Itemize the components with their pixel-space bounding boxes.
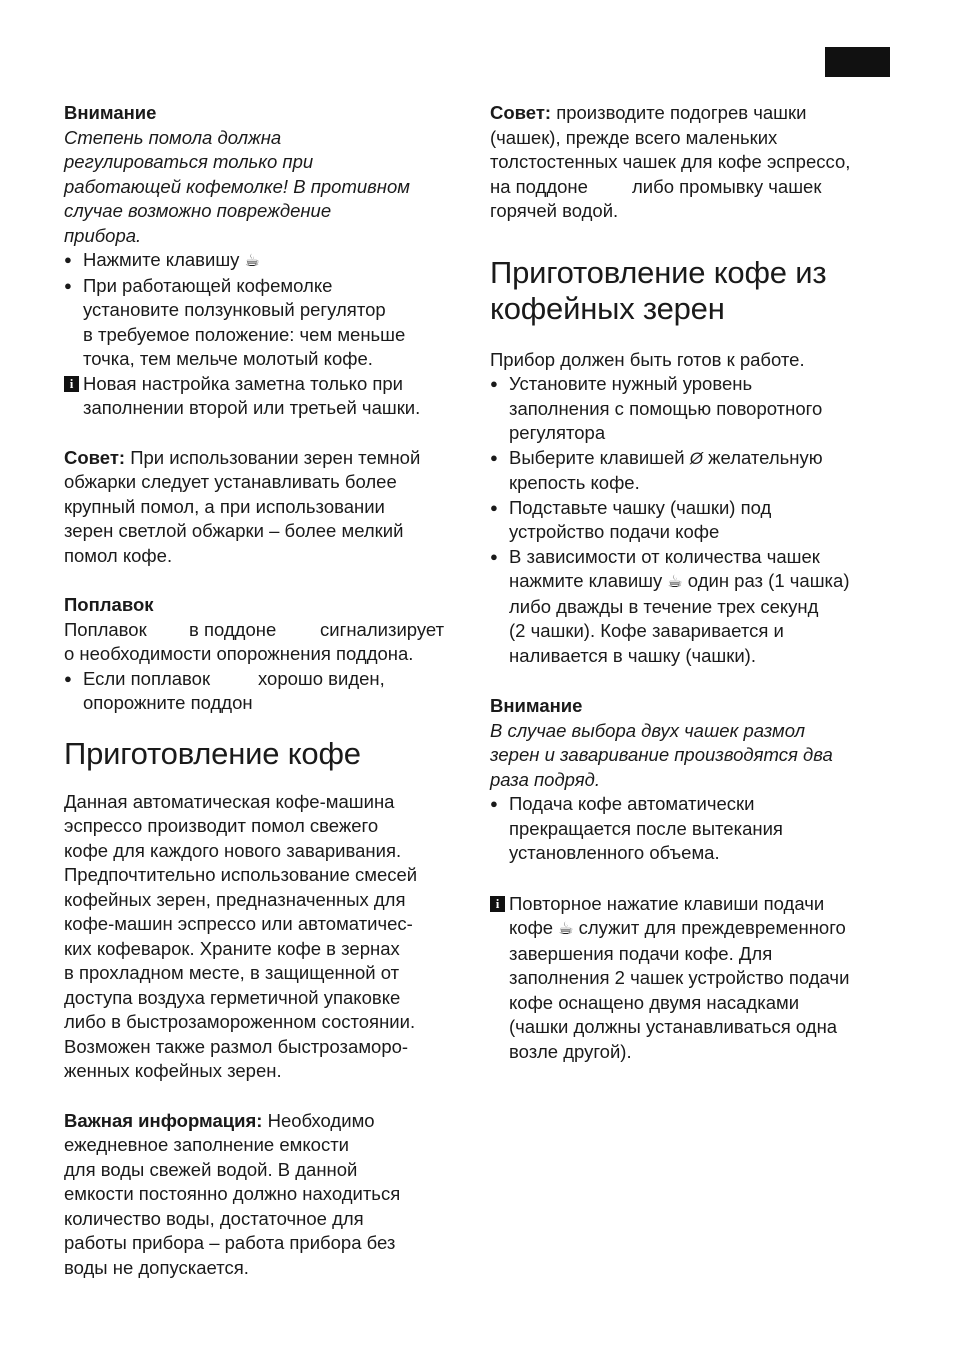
tip-line: толстостенных чашек для кофе эспрессо, <box>490 151 851 172</box>
bullet-text: Выберите клавишей <box>509 446 685 468</box>
important-line: Необходимо <box>262 1109 375 1131</box>
bullet-line: регулятора <box>509 422 606 443</box>
info-line: заполнении второй или третьей чашки. <box>83 397 421 418</box>
tip-line <box>490 175 900 200</box>
info-line: (чашки должны устанавливаться одна <box>509 1016 838 1037</box>
important-label: Важная информация: <box>64 1109 263 1131</box>
intro-line: Данная автоматическая кофе-машина <box>64 790 395 812</box>
intro-line: Предпочтительно использование смесей <box>64 864 418 885</box>
bullet-line: прекращается после вытекания <box>509 817 783 839</box>
section-heading <box>490 255 900 327</box>
float-line: о необходимости опорожнения поддона. <box>64 643 414 664</box>
bullet-text: нажмите клавишу <box>509 570 663 591</box>
bullet-auto-stop <box>490 792 900 866</box>
left-column <box>64 101 464 1280</box>
tip-line: зерен светлой обжарки – более мелкий <box>64 520 404 541</box>
heading-line: кофейных зерен <box>490 290 725 326</box>
coffee-cup-icon: ☕︎ <box>558 919 574 938</box>
float-word: сигнализирует <box>320 618 445 640</box>
tip-line: При использовании зерен темной <box>125 446 421 468</box>
bullet-line: установите ползунковый регулятор <box>83 299 386 320</box>
warning-title: Внимание <box>490 695 583 716</box>
info-icon: i <box>64 376 79 392</box>
warning-line: зерен и заваривание производятся два <box>490 744 833 765</box>
info-note <box>490 892 900 1065</box>
warning-line: случае возможно повреждение <box>64 200 332 221</box>
bullet-line: либо дважды в течение трех секунд <box>509 595 819 617</box>
bullet-cups-count <box>490 545 900 669</box>
important-line: работы прибора – работа прибора без <box>64 1232 396 1253</box>
tip-label: Совет: <box>64 446 126 468</box>
page-tab-marker <box>825 47 890 77</box>
bullet-line: опорожните поддон <box>83 692 253 713</box>
info-note <box>64 372 464 421</box>
section-heading: Приготовление кофе <box>64 735 361 771</box>
bullet-float <box>64 667 464 716</box>
bullet-line: ● Подставьте чашку (чашки) под <box>509 496 772 518</box>
intro-line: либо в быстрозамороженном состоянии. <box>64 1011 416 1032</box>
bullet-word: хорошо виден, <box>258 667 385 689</box>
float-word: в поддоне <box>189 618 277 640</box>
bullet-cup <box>490 496 900 545</box>
bullet-strength <box>490 446 900 496</box>
ready-text: Прибор должен быть готов к работе. <box>490 348 805 370</box>
tip-word: на поддоне <box>490 175 588 197</box>
bullet-line: устройство подачи кофе <box>509 521 720 542</box>
important-line: ежедневное заполнение емкости <box>64 1134 350 1155</box>
intro-line: кофе для каждого нового заваривания. <box>64 839 402 861</box>
info-line: возле другой). <box>509 1040 632 1062</box>
bean-icon: Ø <box>689 448 704 468</box>
tip-line: помол кофе. <box>64 544 173 566</box>
warning-text <box>490 719 900 793</box>
tip-paragraph <box>64 446 464 569</box>
intro-line: женных кофейных зерен. <box>64 1060 282 1081</box>
bullet-text: Нажмите клавишу <box>83 249 240 270</box>
info-text: кофе <box>509 917 554 938</box>
heading-line: Приготовление кофе из <box>490 254 827 290</box>
tip-line: обжарки следует устанавливать более <box>64 471 397 492</box>
intro-line: ких кофеварок. Храните кофе в зернах <box>64 937 400 959</box>
warning-line: регулироваться только при <box>64 151 314 172</box>
info-line: Повторное нажатие клавиши подачи <box>509 892 825 914</box>
intro-line: в прохладном месте, в защищенной от <box>64 962 400 983</box>
intro-line: эспрессо производит помол свежего <box>64 815 379 836</box>
bullet-line: установленного объема. <box>509 842 720 863</box>
warning-title: Внимание <box>64 102 157 123</box>
bullet-line: ● При работающей кофемолке <box>83 274 333 296</box>
warning-line: работающей кофемолке! В противном <box>64 175 410 197</box>
intro-line: доступа воздуха герметичной упаковке <box>64 986 401 1008</box>
bullet-text: желательную <box>703 446 823 468</box>
right-column <box>490 101 900 1064</box>
important-line: для воды свежей водой. В данной <box>64 1158 358 1180</box>
important-paragraph <box>64 1109 464 1281</box>
warning-text <box>64 126 464 249</box>
bullet-line: наливается в чашку (чашки). <box>509 644 756 666</box>
bullet-fill-level <box>490 372 900 446</box>
bullet-line: ● В зависимости от количества чашек <box>509 545 820 567</box>
warning-line: В случае выбора двух чашек размол <box>490 719 806 741</box>
warning-line: Степень помола должна <box>64 126 282 148</box>
coffee-cup-icon: ☕︎ <box>244 251 260 270</box>
important-line: воды не допускается. <box>64 1256 249 1278</box>
tip-paragraph <box>490 101 900 224</box>
important-line: количество воды, достаточное для <box>64 1207 364 1229</box>
intro-line: кофе-машин эспрессо или автоматичес- <box>64 913 413 934</box>
bullet-line: (2 чашки). Кофе заваривается и <box>509 620 784 641</box>
bullet-press-key <box>64 248 464 274</box>
tip-line: крупный помол, а при использовании <box>64 495 385 517</box>
bullet-text: один раз (1 чашка) <box>682 570 850 591</box>
info-icon: i <box>490 896 505 912</box>
float-title: Поплавок <box>64 594 154 615</box>
intro-line: кофейных зерен, предназначенных для <box>64 888 406 910</box>
info-line: заполнения 2 чашек устройство подачи <box>509 967 850 988</box>
float-line <box>64 618 464 643</box>
info-text: служит для преждевременного <box>573 917 846 938</box>
tip-line: горячей водой. <box>490 200 619 221</box>
bullet-grinder <box>64 274 464 372</box>
important-line: емкости постоянно должно находиться <box>64 1183 401 1204</box>
intro-line: Возможен также размол быстрозаморо- <box>64 1035 409 1057</box>
tip-line: производите подогрев чашки <box>551 102 807 123</box>
bullet-line: в требуемое положение: чем меньше <box>83 323 406 345</box>
tip-line: (чашек), прежде всего маленьких <box>490 126 778 148</box>
info-line: Новая настройка заметна только при <box>83 372 404 394</box>
float-word: Поплавок <box>64 618 147 640</box>
info-line: завершения подачи кофе. Для <box>509 942 773 964</box>
info-line: кофе оснащено двумя насадками <box>509 991 800 1013</box>
bullet-line: ● Установите нужный уровень <box>509 373 753 394</box>
intro-paragraph <box>64 790 464 1084</box>
warning-line: раза подряд. <box>490 768 601 790</box>
tip-word: либо промывку чашек <box>632 175 822 197</box>
bullet-line: ● Подача кофе автоматически <box>509 793 755 814</box>
warning-line: прибора. <box>64 224 142 246</box>
bullet-line: крепость кофе. <box>509 472 640 493</box>
tip-label: Совет: <box>490 102 552 123</box>
bullet-line: точка, тем мельче молотый кофе. <box>83 348 373 369</box>
bullet-line: заполнения с помощью поворотного <box>509 397 823 419</box>
coffee-cup-icon: ☕︎ <box>667 572 683 591</box>
bullet-word: ● Если поплавок <box>83 667 211 689</box>
